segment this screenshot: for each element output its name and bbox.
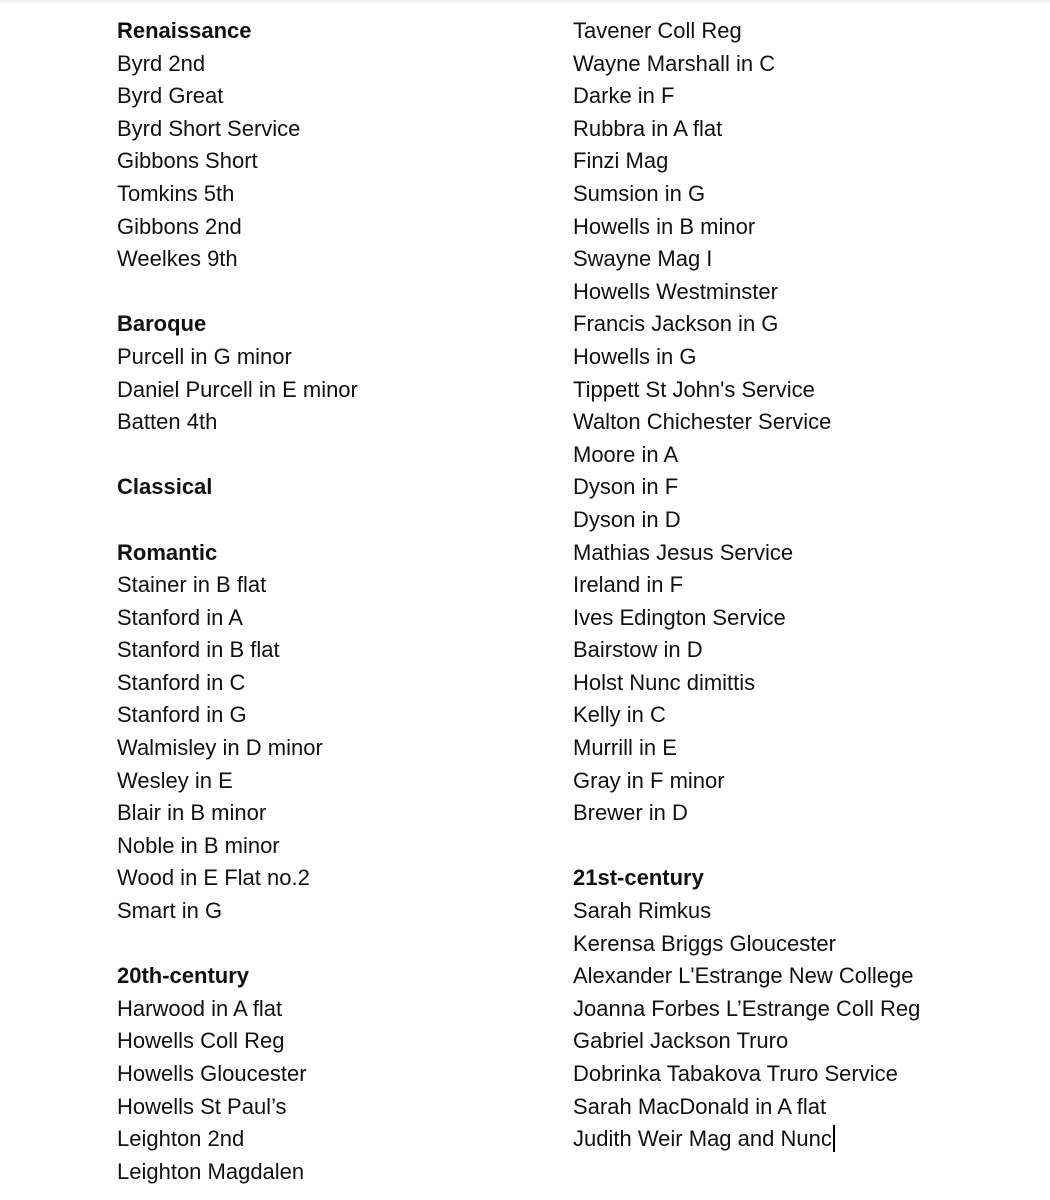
list-item[interactable] <box>573 1123 1033 1156</box>
section-heading[interactable] <box>573 862 1033 895</box>
list-item[interactable] <box>573 113 1033 146</box>
list-item[interactable] <box>573 960 1033 993</box>
section-heading[interactable] <box>117 537 537 570</box>
list-item[interactable] <box>573 732 1033 765</box>
list-item[interactable] <box>573 797 1033 830</box>
list-item-text: Tomkins 5th <box>117 180 235 206</box>
section-heading-text: 20th-century <box>117 963 250 989</box>
list-item[interactable] <box>117 211 537 244</box>
list-item[interactable] <box>117 1123 537 1156</box>
list-item-text: Howells Westminster <box>573 278 778 304</box>
list-item[interactable] <box>573 308 1033 341</box>
list-item-text: Kelly in C <box>573 702 666 728</box>
list-item-text: Harwood in A flat <box>117 995 283 1021</box>
list-item[interactable] <box>117 341 537 374</box>
left-column <box>117 15 537 1188</box>
list-item[interactable] <box>117 634 537 667</box>
list-item-text: Darke in F <box>573 83 675 109</box>
list-item-text: Stanford in A <box>117 604 243 630</box>
section-heading-text: Baroque <box>117 311 207 337</box>
list-item-text: Howells in G <box>573 343 697 369</box>
list-item[interactable] <box>117 1025 537 1058</box>
list-item[interactable] <box>117 406 537 439</box>
list-item[interactable] <box>573 1091 1033 1124</box>
list-item-text: Judith Weir Mag and Nunc <box>573 1126 832 1152</box>
list-item[interactable] <box>117 993 537 1026</box>
right-column <box>573 15 1033 1156</box>
list-item[interactable] <box>573 667 1033 700</box>
list-item[interactable] <box>117 895 537 928</box>
list-item[interactable] <box>573 993 1033 1026</box>
list-item-text: Bairstow in D <box>573 637 703 663</box>
list-item-text: Howells in B minor <box>573 213 756 239</box>
list-item-text: Wayne Marshall in C <box>573 50 776 76</box>
list-item-text: Leighton Magdalen <box>117 1158 305 1184</box>
section-heading-text: Classical <box>117 474 213 500</box>
list-item-text: Mathias Jesus Service <box>573 539 794 565</box>
list-item-text: Howells Coll Reg <box>117 1028 285 1054</box>
list-item-text: Kerensa Briggs Gloucester <box>573 930 836 956</box>
list-item-text: Sumsion in G <box>573 180 706 206</box>
list-item-text: Stanford in C <box>117 669 246 695</box>
page-top-edge <box>0 0 1050 4</box>
list-item-text: Daniel Purcell in E minor <box>117 376 358 402</box>
list-item[interactable] <box>117 48 537 81</box>
list-item-text: Byrd 2nd <box>117 50 206 76</box>
list-item[interactable] <box>573 48 1033 81</box>
section-heading[interactable] <box>117 471 537 504</box>
list-item-text: Gray in F minor <box>573 767 725 793</box>
list-item[interactable] <box>117 765 537 798</box>
list-item-text: Walmisley in D minor <box>117 735 323 761</box>
list-item[interactable] <box>573 537 1033 570</box>
list-item-text: Dyson in D <box>573 506 681 532</box>
list-item-text: Ireland in F <box>573 572 684 598</box>
list-item[interactable] <box>573 439 1033 472</box>
list-item[interactable] <box>117 243 537 276</box>
list-item-text: Gibbons Short <box>117 148 258 174</box>
list-item-text: Rubbra in A flat <box>573 115 723 141</box>
list-item[interactable] <box>117 602 537 635</box>
section-heading-text: 21st-century <box>573 865 704 891</box>
list-item[interactable] <box>117 178 537 211</box>
list-item[interactable] <box>573 928 1033 961</box>
list-item-text: Dobrinka Tabakova Truro Service <box>573 1061 898 1086</box>
list-item[interactable] <box>117 374 537 407</box>
list-item[interactable] <box>117 699 537 732</box>
list-item-text: Walton Chichester Service <box>573 409 832 435</box>
list-item-text: Sarah Rimkus <box>573 898 712 924</box>
list-item[interactable] <box>573 699 1033 732</box>
list-item[interactable] <box>573 80 1033 113</box>
list-item[interactable] <box>573 895 1033 928</box>
blank-line <box>117 276 537 309</box>
list-item[interactable] <box>573 406 1033 439</box>
list-item-text: Ives Edington Service <box>573 604 786 630</box>
list-item-text: Wesley in E <box>117 767 233 793</box>
list-item-text: Noble in B minor <box>117 832 280 858</box>
list-item-text: Dyson in F <box>573 474 679 500</box>
list-item[interactable] <box>573 243 1033 276</box>
list-item-text: Wood in E Flat no.2 <box>117 865 310 891</box>
list-item-text: Stanford in B flat <box>117 637 280 663</box>
list-item-text: Byrd Great <box>117 83 224 109</box>
list-item[interactable] <box>117 667 537 700</box>
list-item[interactable] <box>573 145 1033 178</box>
list-item[interactable] <box>117 797 537 830</box>
list-item-text: Blair in B minor <box>117 800 267 826</box>
list-item[interactable] <box>573 634 1033 667</box>
blank-line <box>117 439 537 472</box>
list-item[interactable] <box>573 374 1033 407</box>
list-item-text: Smart in G <box>117 898 223 924</box>
list-item[interactable] <box>573 765 1033 798</box>
blank-line <box>117 928 537 961</box>
list-item-text: Weelkes 9th <box>117 246 238 272</box>
section-heading[interactable] <box>117 15 537 48</box>
list-item[interactable] <box>117 830 537 863</box>
blank-line <box>117 504 537 537</box>
section-heading-text: Romantic <box>117 539 218 565</box>
list-item[interactable] <box>573 211 1033 244</box>
list-item-text: Moore in A <box>573 441 679 467</box>
list-item-text: Finzi Mag <box>573 148 669 174</box>
list-item[interactable] <box>573 341 1033 374</box>
list-item-text: Murrill in E <box>573 735 677 761</box>
list-item[interactable] <box>573 178 1033 211</box>
list-item-text: Stanford in G <box>117 702 247 728</box>
list-item[interactable] <box>573 602 1033 635</box>
list-item[interactable] <box>117 1091 537 1124</box>
list-item-text: Alexander L'Estrange New College <box>573 963 914 989</box>
list-item[interactable] <box>117 113 537 146</box>
list-item[interactable] <box>573 471 1033 504</box>
list-item[interactable] <box>117 862 537 895</box>
list-item-text: Stainer in B flat <box>117 572 267 598</box>
list-item-text: Sarah MacDonald in A flat <box>573 1093 827 1119</box>
section-heading[interactable] <box>117 960 537 993</box>
text-cursor <box>833 1125 835 1152</box>
section-heading[interactable] <box>117 308 537 341</box>
list-item-text: Tavener Coll Reg <box>573 18 742 43</box>
list-item-text: Purcell in G minor <box>117 343 292 369</box>
list-item-text: Batten 4th <box>117 409 218 435</box>
list-item-text: Gabriel Jackson Truro <box>573 1028 789 1054</box>
list-item[interactable] <box>573 276 1033 309</box>
list-item[interactable] <box>117 1156 537 1189</box>
list-item-text: Byrd Short Service <box>117 115 301 141</box>
list-item[interactable] <box>117 569 537 602</box>
list-item-text: Howells St Paul’s <box>117 1093 287 1119</box>
list-item[interactable] <box>117 1058 537 1091</box>
list-item-text: Brewer in D <box>573 800 688 826</box>
section-heading-text: Renaissance <box>117 18 252 43</box>
list-item-text: Tippett St John's Service <box>573 376 815 402</box>
list-item-text: Francis Jackson in G <box>573 311 779 337</box>
blank-line <box>573 830 1033 863</box>
list-item[interactable] <box>573 15 1033 48</box>
list-item[interactable] <box>573 504 1033 537</box>
list-item-text: Holst Nunc dimittis <box>573 669 756 695</box>
list-item[interactable] <box>117 80 537 113</box>
list-item-text: Leighton 2nd <box>117 1126 245 1152</box>
list-item[interactable] <box>573 1025 1033 1058</box>
list-item-text: Joanna Forbes L’Estrange Coll Reg <box>573 995 921 1021</box>
list-item-text: Gibbons 2nd <box>117 213 242 239</box>
list-item[interactable] <box>117 732 537 765</box>
list-item-text: Swayne Mag I <box>573 246 713 272</box>
list-item[interactable] <box>117 145 537 178</box>
list-item[interactable] <box>573 569 1033 602</box>
list-item[interactable] <box>573 1058 1033 1091</box>
list-item-text: Howells Gloucester <box>117 1061 307 1086</box>
